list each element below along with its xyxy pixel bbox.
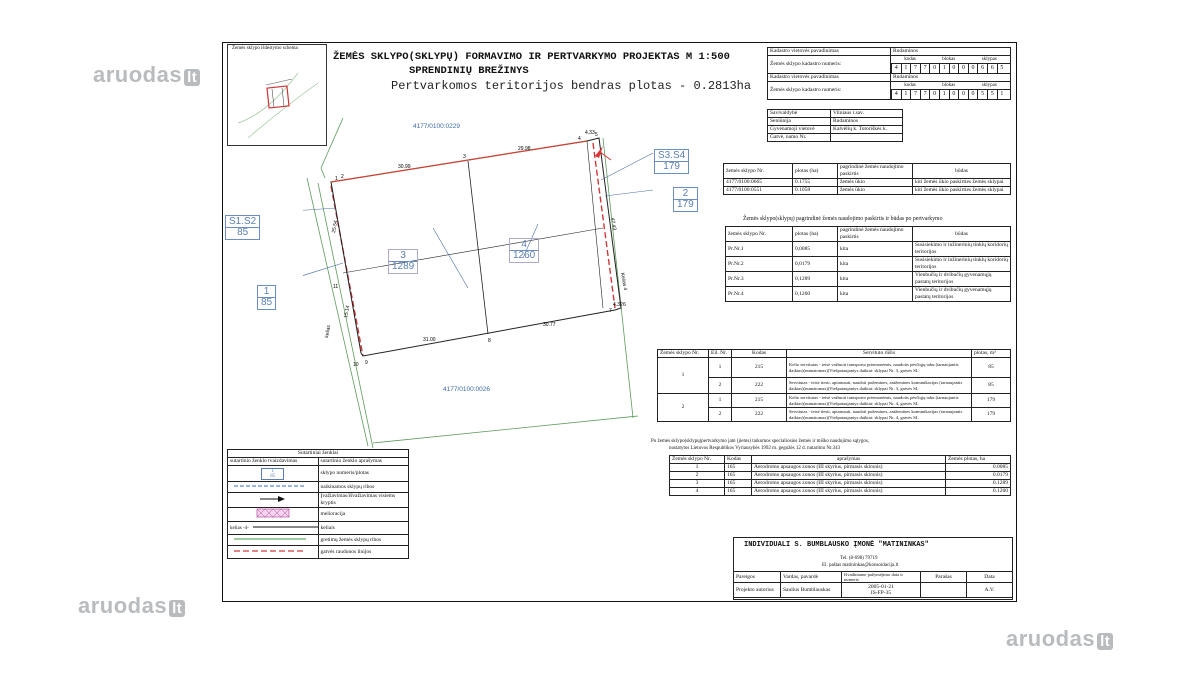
servitute-text: Kelio servitutas - teisė važiuoti transporto priemonėmis, naudotis pėsčiųjų taku (tarnaujantis daiktas)(numatomas)(Viešpataujantys daiktai: sklypai Nr. 4, gatvės SL: [787, 394, 972, 408]
inset-title: Žemės sklypo išdėstymo schema: [232, 46, 298, 51]
legend-symbol: [228, 482, 319, 493]
servitutes-table: [657, 349, 1011, 422]
legend-plot-box: [261, 468, 284, 480]
location-label: Savivaldybė: [768, 110, 831, 118]
digit-cell: 0: [949, 90, 959, 99]
watermark-text: aruodas: [78, 593, 168, 618]
after-cell: 0,1289: [793, 272, 838, 287]
point-number: 4: [578, 136, 581, 142]
servitute-plot: 1: [658, 358, 709, 394]
after-caption: Žemės sklypo(sklypų) pagrindinė žemės naudojimo paskirtis ir būdas po pertvarkymo: [743, 216, 943, 222]
watermark-bottom-right: [1006, 626, 1113, 652]
special-caption: nustatytos Lietuvos Respublikos Vyriausybės 1992 m. gegužės 12 d. nutarimu Nr.343: [669, 446, 841, 451]
green-line-icon: [230, 536, 310, 542]
approval-table: [733, 571, 1013, 598]
legend-table: [227, 449, 409, 559]
digit-cell: 0: [949, 64, 959, 73]
servitute-plot: 2: [658, 394, 709, 422]
digit-cell: 5: [987, 90, 997, 99]
servitute-header: Eil. Nr.: [709, 350, 732, 358]
watermark-suffix: lt: [184, 69, 200, 86]
special-header: Kodas: [725, 456, 752, 464]
subheader-plot: sklypas: [981, 57, 997, 62]
plot-top-boundary: [331, 141, 587, 182]
digit-cell: 5: [997, 64, 1007, 73]
location-label: Gatvė, namo Nr.: [768, 134, 831, 142]
approval-role: Projekto autorius: [734, 583, 781, 598]
servitute-area: 179: [972, 408, 1011, 422]
after-cell: Susisiekimo ir inžinerinių tinklų koridorių teritorijos: [913, 257, 1011, 272]
neighbor-cadastre-number: 4177/0100:0229: [413, 123, 460, 130]
special-cell: Aerodromo apsaugos zonos (III skyrius, pirmasis skirsnis): [752, 472, 946, 480]
plots-cell: 0.1755: [793, 179, 838, 187]
digit-cell: 0: [968, 90, 978, 99]
plot-label-box: [225, 215, 260, 240]
digit-cell: 0: [929, 64, 939, 73]
after-cell: 0,0179: [793, 257, 838, 272]
after-cell: Pr.Nr.3: [726, 272, 793, 287]
point-number: 10: [353, 362, 359, 368]
dimension-label: 29.98: [518, 146, 531, 152]
special-cell: 165: [725, 472, 752, 480]
red-dashed-line-icon: [230, 547, 310, 555]
drawing-area-line: Pertvarkomos teritorijos bendras plotas - 0.2813ha: [391, 79, 752, 93]
cadastre-value: Rudaminos: [891, 74, 1011, 82]
cadastre-label: Kadastro vietovės pavadinimas: [768, 48, 891, 56]
arrow-right-icon: [258, 495, 288, 503]
after-cell: Vienbučių ir dvibučių gyvenamųjų pastatų teritorijos: [913, 287, 1011, 302]
company-email: El. paštas matininkas@konsoidacija.lt: [822, 563, 899, 568]
special-cell: 165: [725, 488, 752, 496]
after-header: žemės sklypo Nr.: [726, 227, 793, 242]
digit-cell: 1: [939, 64, 949, 73]
digit-cell: 0: [929, 90, 939, 99]
location-value: Rudaminos: [831, 118, 903, 126]
digit-cell: 1: [997, 90, 1007, 99]
point-number: 9: [365, 360, 368, 366]
dividing-line: [468, 161, 488, 334]
digit-cell: 1: [939, 90, 949, 99]
after-cell: Pr.Nr.2: [726, 257, 793, 272]
plot-label-bottom: 85: [237, 227, 249, 238]
subheader-block: blokas: [942, 57, 956, 62]
plot-label-box: [509, 238, 539, 263]
after-cell: Susisiekimo ir inžinerinių tinklų koridorių teritorijos: [913, 242, 1011, 257]
servitute-nr: 2: [709, 408, 732, 422]
plot-label-bottom: 179: [663, 161, 680, 172]
servitute-text: Servitutas - teisė tiesti, aptarnauti, naudoti požemines, antžemines komunikacijas (tarnaujantis daiktas)(numatomas)(Viešpataujantys daiktai: sklypai Nr. 4, gatvės SL: [787, 408, 972, 422]
cadastre-table: [767, 47, 1011, 100]
plot-label-top: S3.S4: [658, 150, 686, 161]
plot-label-top: 3: [400, 250, 406, 261]
legend-box-top: 1: [271, 468, 274, 474]
legend-title: Sutartiniai ženklai: [228, 450, 409, 458]
digit-cell: 6: [987, 64, 997, 73]
legend-desc: gretimų žemės sklypų ribos: [318, 535, 409, 546]
cadastre-label: Žemės sklypo kadastro numeris:: [768, 82, 891, 100]
dashed-line-icon: [230, 483, 310, 489]
point-number: 1: [335, 176, 338, 182]
location-label: Seniūnija: [768, 118, 831, 126]
approval-header: Data: [967, 572, 1013, 583]
legend-symbol: [228, 466, 319, 482]
subheader-plot: sklypas: [981, 83, 997, 88]
dimension-label: 4.33: [585, 130, 595, 136]
watermark-suffix: lt: [1097, 633, 1113, 650]
cadastre-label: Žemės sklypo kadastro numeris:: [768, 56, 891, 74]
leader-line: [303, 208, 336, 213]
dimension-label: 31.00: [423, 337, 436, 343]
plot-label-bottom: 85: [261, 297, 273, 308]
special-cell: 165: [725, 464, 752, 472]
plots-table: [723, 163, 1011, 195]
watermark-text: aruodas: [93, 62, 183, 87]
legend-symbol: [228, 493, 319, 508]
special-cell: Aerodromo apsaugos zonos (III skyrius, pirmasis skirsnis): [752, 464, 946, 472]
digit-cell: 6: [977, 64, 987, 73]
point-number: 8: [488, 338, 491, 344]
plot-label-box: [257, 285, 276, 310]
approval-header: Vardas, pavardė: [781, 572, 842, 583]
watermark-suffix: lt: [169, 600, 185, 617]
servitute-area: 179: [972, 394, 1011, 408]
plot-outline: [331, 138, 621, 356]
subheader-code: kodas: [904, 57, 916, 62]
digit-cell: 0: [958, 90, 968, 99]
after-header: plotas (ha): [793, 227, 838, 242]
approval-header: Išvadiniame pažymėjimo data ir numeris: [842, 572, 921, 583]
legend-header: sutartinio ženklo aprašymas: [318, 458, 409, 466]
plot-label-bottom: 179: [677, 199, 694, 210]
neighbor-boundary-line: [321, 118, 343, 178]
drawing-sheet: [222, 42, 1017, 602]
drawing-subtitle: SPRENDINIŲ BREŽINYS: [409, 65, 529, 77]
watermark-text: aruodas: [1006, 626, 1096, 651]
special-cell: 0.0179: [946, 472, 1011, 480]
plots-header: žemės sklypo Nr.: [724, 164, 793, 179]
drawing-title: ŽEMĖS SKLYPO(SKLYPŲ) FORMAVIMO IR PERTVARKYMO PROJEKTAS M 1:500: [333, 51, 730, 63]
digit-cell: 7: [920, 64, 930, 73]
neighbor-boundary-line: [603, 138, 633, 418]
approval-name: Saulius Bumblauskas: [781, 583, 842, 598]
digit-cell: 0: [968, 64, 978, 73]
servitute-header: Žemės sklypo Nr.: [658, 350, 709, 358]
special-header: aprašymas: [752, 456, 946, 464]
location-value: [831, 134, 903, 142]
special-cell: 2: [670, 472, 725, 480]
digit-cell: 7: [910, 90, 920, 99]
legend-box-bottom: 85: [270, 473, 276, 479]
company-name: INDIVIDUALI S. BUMBLAUSKO ĮMONĖ "MATININKAS": [744, 541, 929, 549]
servitute-code: 222: [732, 378, 787, 394]
cadastre-digits: [891, 64, 1011, 74]
cadastre-label: Kadastro vietovės pavadinimas: [768, 74, 891, 82]
special-cell: 3: [670, 480, 725, 488]
plot-label-top: 2: [682, 188, 689, 199]
after-cell: 0,1260: [793, 287, 838, 302]
after-cell: Vienbučių ir dvibučių gyvenamųjų pastatų teritorijos: [913, 272, 1011, 287]
special-cell: Aerodromo apsaugos zonos (III skyrius, pirmasis skirsnis): [752, 488, 946, 496]
plots-cell: 0.1058: [793, 187, 838, 195]
after-header: pagrindinė žemės naudojimo paskirtis: [838, 227, 913, 242]
cadastre-subheader: [891, 56, 1011, 64]
plots-cell: kiti žemės ūkio paskirties žemės sklypai: [913, 187, 1011, 195]
servitute-nr: 1: [709, 358, 732, 378]
legend-desc: Įvažiavimas/išvažiavimas visiems kryptis: [318, 493, 409, 508]
dividing-line: [587, 141, 603, 308]
melioration-hatch-icon: [256, 508, 290, 518]
digit-cell: 7: [910, 64, 920, 73]
street-label: Kelias 4: [619, 272, 629, 291]
plot-label-top: 1: [263, 286, 270, 297]
servitute-header: plotas, m²: [972, 350, 1011, 358]
location-label: Gyvenamoji vietovė: [768, 126, 831, 134]
servitute-text: Kelio servitutas - teisė važiuoti transporto priemonėmis, naudotis pėsčiųjų taku (tarnaujantis daiktas)(numatomas)(Viešpataujantys daiktai: sklypai Nr. 3, gatvės SL: [787, 358, 972, 378]
legend-desc: keliais: [318, 522, 409, 535]
legend-desc: sklypo numeris/plotas: [318, 466, 409, 482]
digit-cell: 4: [891, 64, 901, 73]
digit-cell: 1: [901, 64, 911, 73]
legend-header: sutartinio ženklo tvaizdavimas: [228, 458, 319, 466]
neighbor-cadastre-number: 4177/0100:0026: [443, 386, 490, 393]
approval-cert: [842, 583, 921, 598]
plots-cell: žemės ūkio: [838, 179, 913, 187]
location-value: Vilniaus r.sav.: [831, 110, 903, 118]
dimension-label: 4.32: [613, 302, 623, 308]
plot-label-top: 4: [521, 239, 527, 250]
servitute-code: 215: [732, 394, 787, 408]
cadastre-value: Rudaminos: [891, 48, 1011, 56]
after-cell: 0,0085: [793, 242, 838, 257]
legend-symbol: [228, 535, 319, 546]
plot-label-top: S1.S2: [229, 216, 257, 227]
road-line-icon: [249, 525, 318, 529]
leader-line: [601, 153, 653, 180]
location-value: Kalvėlių k. Totoriškės k.: [831, 126, 903, 134]
special-cell: 0.1289: [946, 480, 1011, 488]
after-cell: kita: [838, 257, 913, 272]
dimension-label: 47.43: [609, 217, 618, 231]
leader-line: [433, 228, 468, 288]
legend-road-label: kelias -4-: [230, 525, 249, 531]
cadastre-subheader: [891, 82, 1011, 90]
legend-desc: melioracija: [318, 508, 409, 522]
digit-cell: 4: [891, 90, 901, 99]
subheader-block: blokas: [942, 83, 956, 88]
legend-symbol: [228, 522, 319, 535]
legend-symbol: [228, 508, 319, 522]
plot-label-bottom: 1289: [392, 261, 415, 272]
point-number: 7: [609, 308, 612, 314]
point-number: 5: [595, 132, 598, 138]
approval-cert-date: 2005-01-21: [868, 584, 894, 590]
digit-cell: 0: [958, 64, 968, 73]
legend-desc: naikinamos sklypų ribos: [318, 482, 409, 493]
approval-header: Pareigos: [734, 572, 781, 583]
digit-cell: 7: [920, 90, 930, 99]
dimension-label: 25.54: [331, 219, 340, 234]
after-cell: kita: [838, 242, 913, 257]
after-header: būdas: [913, 227, 1011, 242]
point-number: 11: [333, 284, 339, 290]
servitute-area: 85: [972, 358, 1011, 378]
leader-line: [605, 190, 653, 196]
dividing-line: [343, 228, 603, 273]
special-caption: Po žemės sklypo(sklypų)pertvarkymo jam (jiems) taikomos specialiosios žemės ir miško naudojimo sąlygos,: [651, 439, 870, 444]
plots-cell: žemės ūkio: [838, 187, 913, 195]
plot-label-box: [673, 187, 698, 212]
plots-header: pagrindinė žemės naudojimo paskirtis: [838, 164, 913, 179]
dimension-label: 30.77: [543, 322, 556, 328]
servitute-nr: 1: [709, 394, 732, 408]
servitute-code: 215: [732, 358, 787, 378]
plot-label-box: [388, 249, 418, 274]
legend-desc: gatvės raudonos linijos: [318, 546, 409, 559]
approval-date: A.V.: [967, 583, 1013, 598]
servitute-text: Servitutas - teisė tiesti, aptarnauti, naudoti požemines, antžemines komunikacijas (tarnaujantis daiktas)(numatomas)(Viešpataujantys daiktai: sklypai Nr. 3, gatvės SL: [787, 378, 972, 394]
special-table: [669, 455, 1011, 496]
watermark-bottom-left: [78, 593, 185, 619]
after-cell: Pr.Nr.4: [726, 287, 793, 302]
servitute-header: Servituto rūšis: [787, 350, 972, 358]
special-header: Žemės sklypo Nr.: [670, 456, 725, 464]
company-tel: Tel. (8-698) 79719: [840, 556, 878, 561]
subheader-code: kodas: [904, 83, 916, 88]
plot-label-box: [654, 149, 689, 174]
servitute-code: 222: [732, 408, 787, 422]
approval-cert-number: IS-FP-35: [870, 590, 892, 596]
servitute-area: 85: [972, 378, 1011, 394]
after-cell: kita: [838, 287, 913, 302]
after-table: [725, 226, 1011, 302]
title-block: [733, 537, 1013, 600]
plots-header: plotas (ha): [793, 164, 838, 179]
servitute-header: Kodas: [732, 350, 787, 358]
plots-cell: kiti žemės ūkio paskirties žemės sklypai: [913, 179, 1011, 187]
special-cell: 4: [670, 488, 725, 496]
after-cell: Pr.Nr.1: [726, 242, 793, 257]
plot-label-bottom: 1260: [513, 250, 536, 261]
servitute-nr: 2: [709, 378, 732, 394]
cadastre-digits: [891, 90, 1011, 100]
plots-cell: 4177/0100:0665: [724, 179, 793, 187]
legend-symbol: [228, 546, 319, 559]
location-table: [767, 109, 903, 142]
special-cell: Aerodromo apsaugos zonos (III skyrius, pirmasis skirsnis): [752, 480, 946, 488]
point-number: 6: [623, 302, 626, 308]
special-cell: 0.1260: [946, 488, 1011, 496]
plots-header: būdas: [913, 164, 1011, 179]
digit-cell: 1: [901, 90, 911, 99]
point-number: 2: [341, 174, 344, 180]
special-cell: 1: [670, 464, 725, 472]
dimension-label: 30.99: [398, 164, 411, 170]
approval-header: Parašas: [921, 572, 967, 583]
digit-cell: 5: [977, 90, 987, 99]
approval-sign: [921, 583, 967, 598]
special-cell: 0.0085: [946, 464, 1011, 472]
special-cell: 165: [725, 480, 752, 488]
neighbor-boundary-line: [373, 416, 638, 443]
plots-cell: 4177/0100:0551: [724, 187, 793, 195]
after-cell: kita: [838, 272, 913, 287]
special-header: Žemės plotas, ha: [946, 456, 1011, 464]
point-number: 3: [463, 154, 466, 160]
street-label: kelias: [324, 324, 333, 339]
dimension-label: 15.14: [343, 304, 352, 319]
watermark-top-left: [93, 62, 200, 88]
